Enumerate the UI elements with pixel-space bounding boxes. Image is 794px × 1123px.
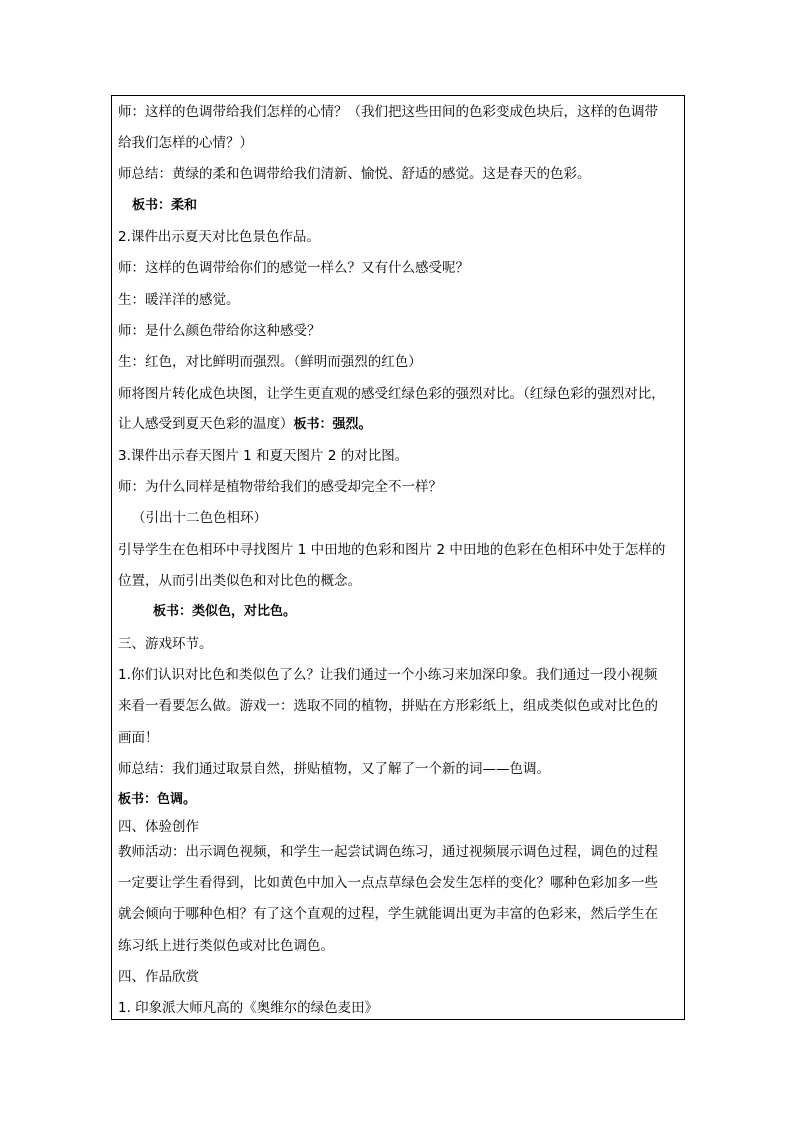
text-line: 师：是什么颜色带给你这种感受？	[118, 323, 321, 339]
text-line: 教师活动：出示调色视频，和学生一起尝试调色练习，通过视频展示调色过程，调色的过程	[118, 844, 658, 860]
text-line: 2.课件出示夏天对比色景色作品。	[118, 229, 320, 245]
text-fragment: 让人感受到夏天色彩的温度）	[118, 416, 294, 432]
text-line: 就会倾向于哪种色相？有了这个直观的过程，学生就能调出更为丰富的色彩来，然后学生在	[118, 906, 658, 922]
text-line: 练习纸上进行类似色或对比色调色。	[118, 938, 334, 954]
text-line: 引导学生在色相环中寻找图片 1 中田地的色彩和图片 2 中田地的色彩在色相环中处于怎样的	[118, 542, 666, 558]
text-line: 3.课件出示春天图片 1 和夏天图片 2 的对比图。	[118, 448, 409, 464]
text-line: 来看一看要怎么做。游戏一：选取不同的植物，拼贴在方形彩纸上，组成类似色或对比色的	[118, 698, 658, 714]
text-line: 师总结：黄绿的柔和色调带给我们清新、愉悦、舒适的感觉。这是春天的色彩。	[118, 166, 591, 182]
text-line: （引出十二色色相环）	[132, 510, 267, 526]
text-line: 师：这样的色调带给我们怎样的心情？（我们把这些田间的色彩变成色块后，这样的色调带	[118, 104, 658, 120]
board-note: 板书：柔和	[132, 198, 198, 213]
section-heading: 四、作品欣赏	[118, 969, 199, 985]
board-note: 板书：类似色，对比色。	[153, 604, 297, 619]
text-line: 一定要让学生看得到，比如黄色中加入一点点草绿色会发生怎样的变化？哪种色彩加多一些	[118, 875, 658, 891]
section-heading: 四、体验创作	[118, 819, 199, 835]
text-line: 师总结：我们通过取景自然，拼贴植物，又了解了一个新的词——色调。	[118, 761, 550, 777]
text-line	[118, 414, 372, 435]
text-line: 师：这样的色调带给你们的感觉一样么？又有什么感受呢？	[118, 260, 469, 276]
text-line: 生：暖洋洋的感觉。	[118, 292, 240, 308]
text-line: 师将图片转化成色块图，让学生更直观的感受红绿色彩的强烈对比。（红绿色彩的强烈对比，	[118, 386, 665, 402]
text-line: 生：红色，对比鲜明而强烈。（鲜明而强烈的红色）	[118, 354, 422, 370]
text-line: 给我们怎样的心情？）	[118, 135, 253, 151]
text-line: 1. 印象派大师凡高的《奥维尔的绿色麦田》	[118, 1000, 379, 1016]
board-note: 板书：色调。	[118, 792, 197, 807]
section-heading: 三、游戏环节。	[118, 636, 213, 652]
text-line: 1.你们认识对比色和类似色了么？让我们通过一个小练习来加深印象。我们通过一段小视频	[118, 667, 658, 683]
text-line: 画面！	[118, 730, 159, 746]
board-note: 板书：强烈。	[293, 417, 372, 432]
text-line: 师：为什么同样是植物带给我们的感受却完全不一样？	[118, 479, 442, 495]
text-line: 位置，从而引出类似色和对比色的概念。	[118, 573, 361, 589]
